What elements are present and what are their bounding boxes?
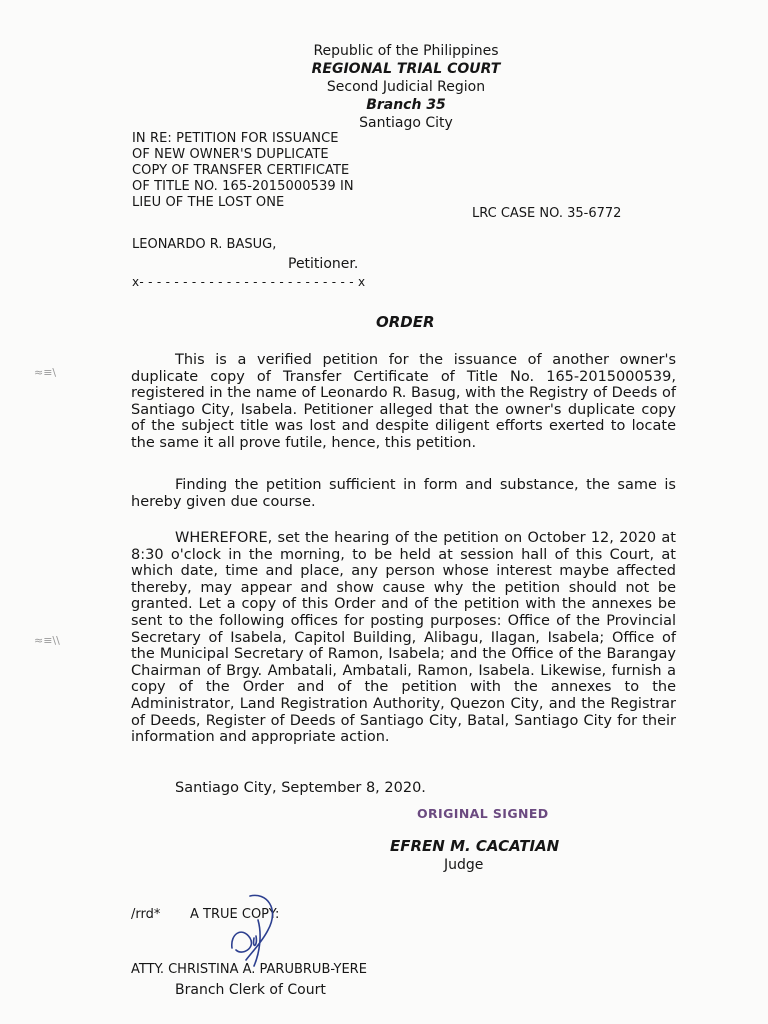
true-copy-label: A TRUE COPY: — [190, 907, 280, 922]
margin-mark: ≈≡\ — [34, 366, 57, 379]
caption-divider: x- - - - - - - - - - - - - - - - - - - - - - - - - x — [132, 275, 366, 289]
case-number: LRC CASE NO. 35-6772 — [472, 206, 622, 221]
clerk-title: Branch Clerk of Court — [175, 982, 326, 998]
paragraph-petition-summary: This is a verified petition for the issuance of another owner's duplicate copy of Transfer Certificate of Title No. 165-2015000539, registered in the name of Leonardo R. Basug, with the Registry of Deeds of Santiago City, Isabela. Petitioner alleged that the owner's duplicate copy of the subject title was lost and despite diligent efforts exerted to locate the same it all prove futile, hence, this petition. — [131, 352, 676, 451]
header-court: REGIONAL TRIAL COURT — [311, 61, 501, 77]
header-republic: Republic of the Philippines — [313, 43, 499, 59]
original-signed-stamp: ORIGINAL SIGNED — [417, 806, 549, 821]
caption-line: OF TITLE NO. 165-2015000539 IN — [132, 179, 354, 194]
clerk-signature — [222, 890, 292, 970]
date-line: Santiago City, September 8, 2020. — [175, 780, 426, 796]
caption-line: OF NEW OWNER'S DUPLICATE — [132, 147, 329, 162]
header-branch: Branch 35 — [366, 97, 446, 113]
margin-mark: ≈≡\\ — [34, 634, 60, 647]
paragraph-wherefore: WHEREFORE, set the hearing of the petition on October 12, 2020 at 8:30 o'clock in the morning, to be held at session hall of this Court, at which date, time and place, any person whose interest maybe affected thereby, may appear and show cause why the petition should not be granted. Let a copy of this Order and of the petition with the annexes be sent to the following offices for posting purposes: Office of the Provincial Secretary of Isabela, Capitol Building, Alibagu, Ilagan, Isabela; Office of the Municipal Secretary of Ramon, Isabela; and the Office of the Barangay Chairman of Brgy. Ambatali, Ambatali, Ramon, Isabela. Likewise, furnish a copy of the Order and of the petition with the annexes to the Administrator, Land Registration Authority, Quezon City, and the Registrar of Deeds, Register of Deeds of Santiago City, Batal, Santiago City for their information and appropriate action. — [131, 530, 676, 746]
order-title: ORDER — [376, 313, 435, 331]
case-caption — [132, 131, 354, 211]
caption-line: IN RE: PETITION FOR ISSUANCE — [132, 131, 339, 146]
caption-line: COPY OF TRANSFER CERTIFICATE — [132, 163, 350, 178]
clerk-name: ATTY. CHRISTINA A. PARUBRUB-YERE — [131, 962, 367, 977]
caption-line: LIEU OF THE LOST ONE — [132, 195, 285, 210]
petitioner-name: LEONARDO R. BASUG, — [132, 237, 277, 252]
judge-title: Judge — [444, 857, 484, 873]
judge-name: EFREN M. CACATIAN — [390, 837, 560, 855]
typist-initials: /rrd* — [131, 907, 161, 922]
petitioner-label: Petitioner. — [288, 256, 359, 272]
header-city: Santiago City — [359, 115, 453, 131]
paragraph-due-course: Finding the petition sufficient in form and substance, the same is hereby given due course. — [131, 477, 676, 510]
header-region: Second Judicial Region — [326, 79, 486, 95]
